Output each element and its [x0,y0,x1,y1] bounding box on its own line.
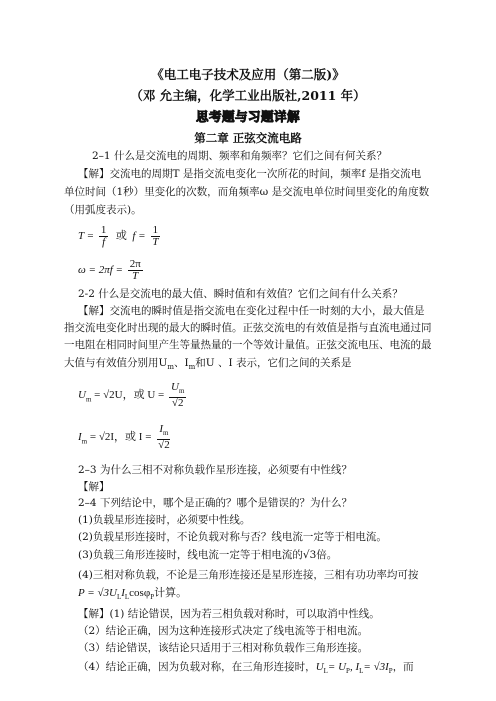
answer-2-2-line1: 【解】交流电的瞬时值是指交流电在变化过程中任一时刻的大小，最大值是 [78,305,425,317]
subscript-m: m [163,429,169,438]
statement-2-4-2: (2)负载星形连接时，不论负载对称与否？线电流一定等于相电流。 [78,531,387,543]
book-subtitle: （邓 允主编，化学工业出版社,2011 年） [130,88,366,103]
numerator: 1 [100,223,107,236]
question-2-1: 2–1 什么是交流电的周期、频率和角频率？它们之间有何关系？ [92,150,387,162]
statement-2-4-4: (4)三相对称负载，不论是三角形连接还是星形连接，三相有功功率均可按 [78,569,419,581]
book-title: 《电工电子技术及应用（第二版)》 [151,67,345,82]
subscript-P: P [150,593,155,602]
answer-2-4-3: （3）结论错误，该结论只适用于三相对称负载作三角形连接。 [78,642,369,654]
subscript-P: P [388,667,393,676]
fraction-1-over-f [99,225,109,248]
answer-2-4-4 [78,661,414,678]
fraction-Im-over-sqrt2 [156,424,172,451]
text-segment: 和U 、I 表示，它们之间的关系是 [195,357,352,369]
answer-2-2-line2: 指交流电变化时出现的最大的瞬时值。正弦交流电的有效值是指与直流电通过同 [64,322,432,334]
denominator: f [102,235,106,248]
subscript-m: m [167,363,174,372]
question-2-4: 2–4 下列结论中，哪个是正确的？哪个是错误的？为什么？ [78,497,352,509]
section-heading: 思考题与习题详解 [195,109,300,124]
formula-period-frequency [78,224,162,248]
formula-text: = √2U，或 U = [94,389,165,402]
symbol-I: I [78,431,82,444]
fraction-1-over-T [150,225,160,248]
fraction-2pi-over-T [128,259,143,282]
formula-segment: , I [349,661,360,673]
answer-2-4-2: （2）结论正确，因为这种连接形式决定了线电流等于相电流。 [78,625,369,637]
formula-or: 或 [115,230,127,242]
symbol-I: I [159,423,164,435]
subscript-m: m [85,395,92,404]
numerator [157,424,170,440]
answer-2-2-line3: 一电阻在相同时间里产生等量热量的一个等效计量值。正弦交流电压、电流的最 [64,339,432,351]
formula-line-phase [315,661,393,676]
subscript-L: L [116,593,122,602]
formula-angular-frequency [78,258,145,282]
statement-2-4-4-formula [78,587,187,604]
answer-2-2-line4 [64,357,351,374]
subscript-L: L [323,667,328,676]
denominator: T [132,269,139,282]
formula-segment: = √3I [363,661,389,673]
answer-2-1-line1: 【解】交流电的周期T 是指交流电变化一次所花的时间，频率f 是指交流电 [78,168,422,180]
subscript-m: m [81,437,88,446]
formula-segment: U [315,661,324,673]
symbol-U: U [78,389,86,402]
text-segment: 大值与有效值分别用U [64,357,168,369]
statement-2-4-3: (3)负载三角形连接时，线电流一定等于相电流的√3倍。 [78,549,338,561]
subscript-L: L [124,593,130,602]
subscript-m: m [188,363,196,372]
symbol-U: U [171,381,179,393]
text-segment: 、I [174,357,189,369]
formula-T-label: T = [78,230,95,242]
text-segment: 计算。 [154,587,188,599]
formula-text: = √2I，或 I = [89,431,152,444]
answer-2-1-line3: （用弧度表示)。 [64,204,142,216]
answer-2-1-line2: 单位时间（1秒）里变化的次数，而角频率ω 是交流电单位时间里变化的角度数 [64,186,430,198]
question-2-3: 2–3 为什么三相不对称负载作星形连接，必须要有中性线？ [78,464,352,476]
chapter-title: 第二章 正弦交流电路 [194,131,302,145]
subscript-m: m [178,387,185,396]
fraction-Um-over-sqrt2 [169,382,186,409]
denominator: T [152,235,159,248]
formula-segment: I [121,587,125,599]
subscript-L: L [359,667,364,676]
numerator: 2π [129,257,141,270]
answer-2-4-1: 【解】(1) 结论错误，因为若三相负载对称时，可以取消中性线。 [78,608,380,620]
formula-omega-label: ω = 2πf = [78,264,123,276]
statement-2-4-1: (1)负载星形连接时，必须要中性线。 [78,514,251,526]
formula-current-rms [78,424,174,454]
formula-segment: = U [327,661,347,673]
denominator: √2 [158,439,170,452]
numerator: 1 [152,223,159,236]
question-2-2: 2-2 什么是交流电的最大值、瞬时值和有效值？它们之间有什么关系？ [78,288,403,300]
text-segment: ，而 [392,661,414,673]
formula-segment: cosφ [129,587,151,599]
numerator [169,382,186,398]
answer-2-3: 【解】 [78,481,110,493]
formula-f-label: f = [132,230,146,242]
subscript-P: P [346,667,350,676]
formula-segment: P = √3U [78,587,117,599]
denominator: √2 [171,397,184,410]
formula-voltage-rms [78,382,188,412]
text-segment: （4）结论正确，因为负载对称，在三角形连接时， [78,661,316,673]
